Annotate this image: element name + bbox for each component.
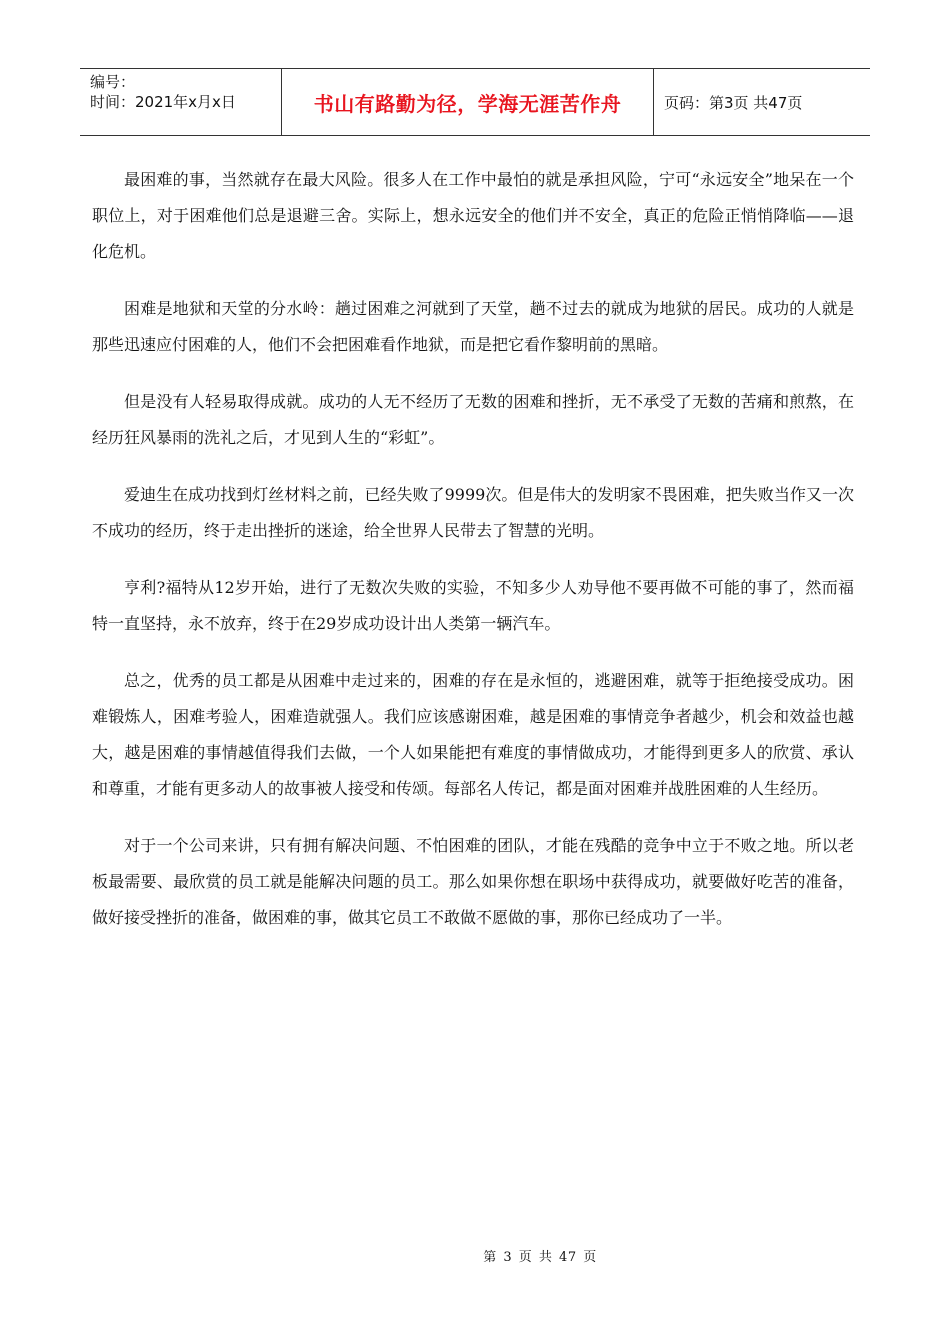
header-page-info: 页码：第3页 共47页: [664, 93, 803, 112]
page-footer: [0, 1246, 950, 1265]
serial-number-label: 编号：: [90, 73, 136, 91]
paragraph: 亨利?福特从12岁开始，进行了无数次失败的实验，不知多少人劝导他不要再做不可能的事了，然而福特一直坚持，永不放弃，终于在29岁成功设计出人类第一辆汽车。: [92, 578, 854, 633]
paragraph: 困难是地狱和天堂的分水岭：趟过困难之河就到了天堂，趟不过去的就成为地狱的居民。成功的人就是那些迅速应付困难的人，他们不会把困难看作地狱，而是把它看作黎明前的黑暗。: [92, 299, 854, 354]
header-motto: 书山有路勤为径，学海无涯苦作舟: [282, 69, 654, 135]
paragraph: 但是没有人轻易取得成就。成功的人无不经历了无数的困难和挫折，无不承受了无数的苦痛和煎熬，在经历狂风暴雨的洗礼之后，才见到人生的“彩虹”。: [92, 392, 854, 447]
footer-page-number: 第 3 页 共 47 页: [483, 1250, 597, 1265]
header-meta: [80, 69, 282, 135]
paragraph: 爱迪生在成功找到灯丝材料之前，已经失败了9999次。但是伟大的发明家不畏困难，把失败当作又一次不成功的经历，终于走出挫折的迷途，给全世界人民带去了智慧的光明。: [92, 485, 854, 540]
date-label: 时间：2021年x月x日: [90, 93, 236, 111]
page-header: [80, 68, 870, 136]
paragraph: 最困难的事，当然就存在最大风险。很多人在工作中最怕的就是承担风险，宁可“永远安全”地呆在一个职位上，对于困难他们总是退避三舍。实际上，想永远安全的他们并不安全，真正的危险正悄悄降临——退化危机。: [92, 170, 854, 261]
paragraph: 对于一个公司来讲，只有拥有解决问题、不怕困难的团队，才能在残酷的竞争中立于不败之地。所以老板最需要、最欣赏的员工就是能解决问题的员工。那么如果你想在职场中获得成功，就要做好吃苦的准备，做好接受挫折的准备，做困难的事，做其它员工不敢做不愿做的事，那你已经成功了一半。: [92, 836, 854, 927]
paragraph: 总之，优秀的员工都是从困难中走过来的，困难的存在是永恒的，逃避困难，就等于拒绝接受成功。困难锻炼人，困难考验人，困难造就强人。我们应该感谢困难，越是困难的事情竞争者越少，机会和效益也越大，越是困难的事情越值得我们去做，一个人如果能把有难度的事情做成功，才能得到更多人的欣赏、承认和尊重，才能有更多动人的故事被人接受和传颂。每部名人传记，都是面对困难并战胜困难的人生经历。: [92, 671, 854, 798]
document-body: [92, 162, 854, 957]
